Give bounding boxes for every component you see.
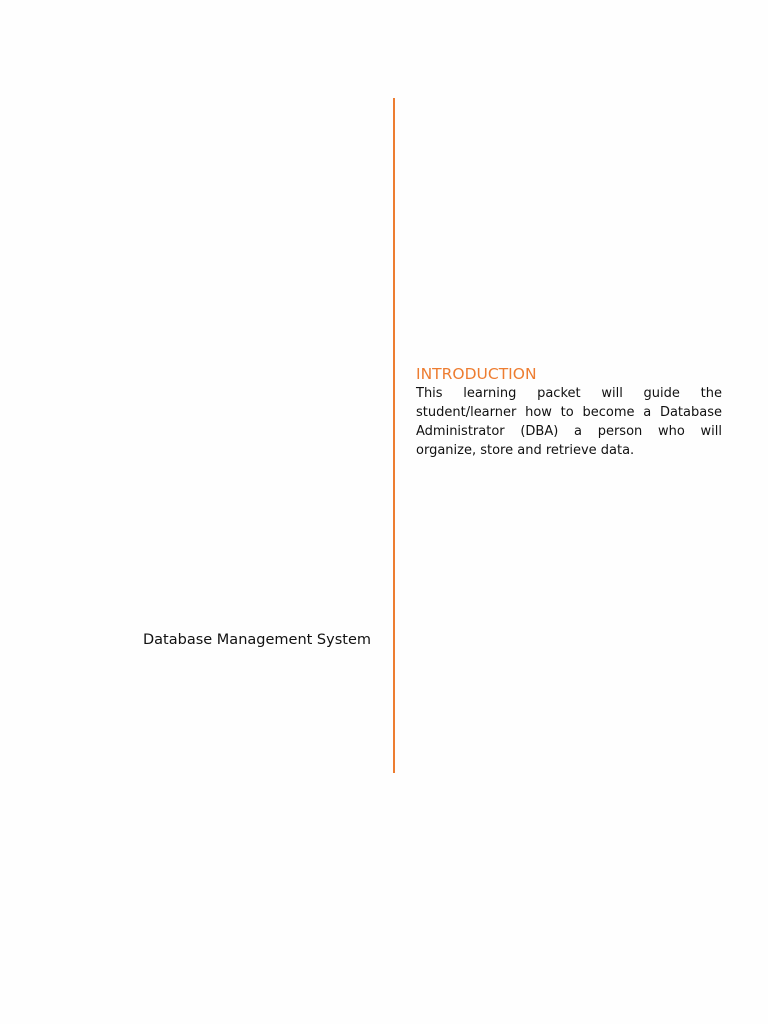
vertical-divider <box>393 98 395 773</box>
introduction-section <box>416 364 722 460</box>
introduction-body: This learning packet will guide the student/learner how to become a Database Administrator (DBA) a person who will organize, store and retrieve data. <box>416 386 722 458</box>
document-title: Database Management System <box>143 632 371 648</box>
introduction-heading: INTRODUCTION <box>416 365 537 383</box>
